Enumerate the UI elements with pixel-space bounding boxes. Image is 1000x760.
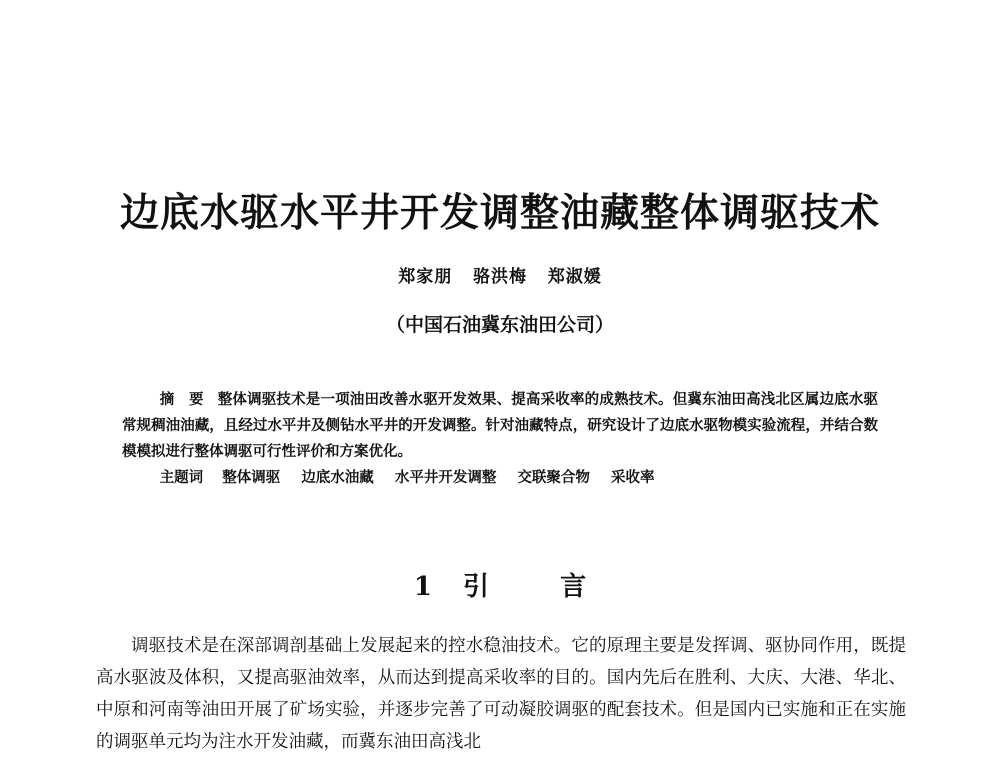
keyword-item: 水平井开发调整 (394, 469, 497, 486)
author-list: 郑家朋 骆洪梅 郑淑媛 (398, 267, 602, 287)
section-title-char: 引 (463, 572, 490, 602)
keywords-line (122, 465, 878, 491)
author-affiliation: （中国石油冀东油田公司） (385, 314, 614, 336)
keywords-label: 主题词 (159, 469, 204, 486)
abstract-text: 整体调驱技术是一项油田改善水驱开发效果、提高采收率的成熟技术。但冀东油田高浅北区属边底水驱常规稠油油藏，且经过水平井及侧钻水平井的开发调整。针对油藏特点，研究设计了边底水驱物模实验流程，并结合数模模拟进行整体调驱可行性评价和方案优化。 (122, 391, 878, 460)
keyword-item: 交联聚合物 (517, 469, 590, 486)
keyword-item: 采收率 (611, 469, 655, 486)
paper-title: 边底水驱水平井开发调整油藏整体调驱技术 (119, 190, 880, 236)
abstract-block (122, 387, 878, 491)
section-heading (0, 566, 1000, 603)
section-title-char: 言 (560, 572, 587, 602)
body-paragraph: 调驱技术是在深部调剖基础上发展起来的控水稳油技术。它的原理主要是发挥调、驱协同作用，既提高水驱波及体积，又提高驱油效率，从而达到提高采收率的目的。国内先后在胜利、大庆、大港、华北、中原和河南等油田开展了矿场实验，并逐步完善了可动凝胶调驱的配套技术。但是国内已实施和正在实施的调驱单元均为注水开发油藏，而冀东油田高浅北 (96, 636, 906, 752)
keyword-item: 整体调驱 (222, 469, 281, 486)
keyword-item: 边底水油藏 (301, 469, 374, 486)
abstract-paragraph (122, 387, 878, 465)
body-text (96, 630, 906, 758)
section-number: 1 (413, 572, 432, 602)
abstract-label: 摘 要 (159, 391, 204, 408)
